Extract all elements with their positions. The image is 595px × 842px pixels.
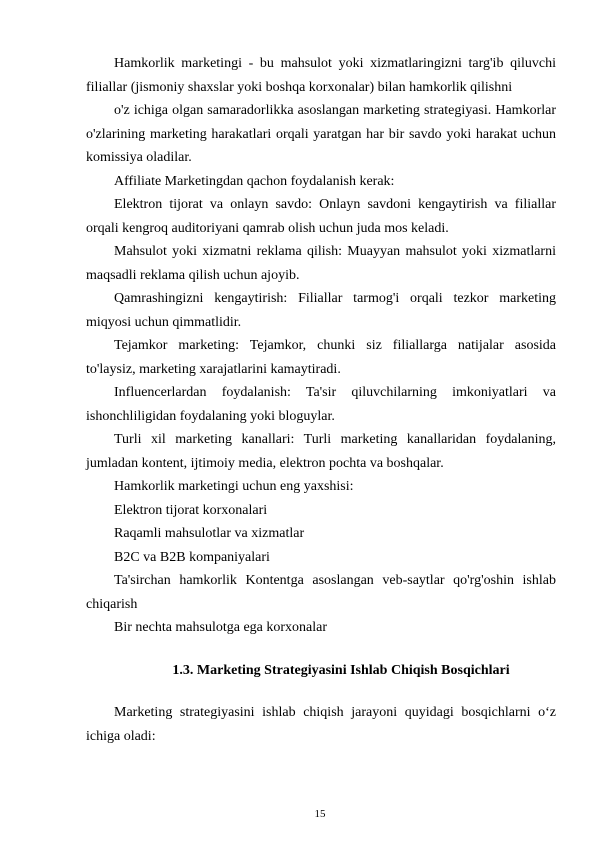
page-body <box>86 52 556 748</box>
list-item: B2C va B2B kompaniyalari <box>114 549 270 565</box>
paragraph: Turli xil marketing kanallari: Turli marketing kanallaridan foydalaning, jumladan kontent, ijtimoiy media, elektron pochta va boshqalar. <box>86 432 556 471</box>
paragraph: Tejamkor marketing: Tejamkor, chunki siz filiallarga natijalar asosida to'laysiz, marketing xarajatlarini kamaytiradi. <box>86 338 556 377</box>
section-heading: 1.3. Marketing Strategiyasini Ishlab Chiqish Bosqichlari <box>172 662 510 678</box>
paragraph: Elektron tijorat va onlayn savdo: Onlayn savdoni kengaytirish va filiallar orqali kengroq auditoriyani qamrab olish uchun juda mos keladi. <box>86 197 556 236</box>
page-number: 15 <box>314 808 326 820</box>
paragraph: Qamrashingizni kengaytirish: Filiallar tarmog'i orqali tezkor marketing miqyosi uchun qimmatlidir. <box>86 291 556 330</box>
paragraph: Hamkorlik marketingi - bu mahsulot yoki xizmatlaringizni targ'ib qiluvchi filiallar (jismoniy shaxslar yoki boshqa korxonalar) bilan hamkorlik qilishni <box>86 56 556 95</box>
list-item: Elektron tijorat korxonalari <box>114 502 268 518</box>
paragraph: o'z ichiga olgan samaradorlikka asoslangan marketing strategiyasi. Hamkorlar o'zlarining marketing harakatlari orqali yaratgan har bir savdo yoki harakat uchun komissiya oladilar. <box>86 103 556 165</box>
paragraph: Influencerlardan foydalanish: Ta'sir qiluvchilarning imkoniyatlari va ishonchliligidan foydalaning yoki bloguylar. <box>86 385 556 424</box>
paragraph: Marketing strategiyasini ishlab chiqish jarayoni quyidagi bosqichlarni o‘z ichiga oladi: <box>86 705 556 744</box>
paragraph: Mahsulot yoki xizmatni reklama qilish: Muayyan mahsulot yoki xizmatlarni maqsadli reklama qilish uchun ajoyib. <box>86 244 556 283</box>
list-item: Bir nechta mahsulotga ega korxonalar <box>114 620 328 635</box>
list-item: Ta'sirchan hamkorlik Kontentga asoslangan veb-saytlar qo'rg'oshin ishlab chiqarish <box>86 573 556 612</box>
paragraph: Affiliate Marketingdan qachon foydalanish kerak: <box>114 173 395 189</box>
list-item: Raqamli mahsulotlar va xizmatlar <box>114 526 305 541</box>
paragraph: Hamkorlik marketingi uchun eng yaxshisi: <box>114 479 354 494</box>
